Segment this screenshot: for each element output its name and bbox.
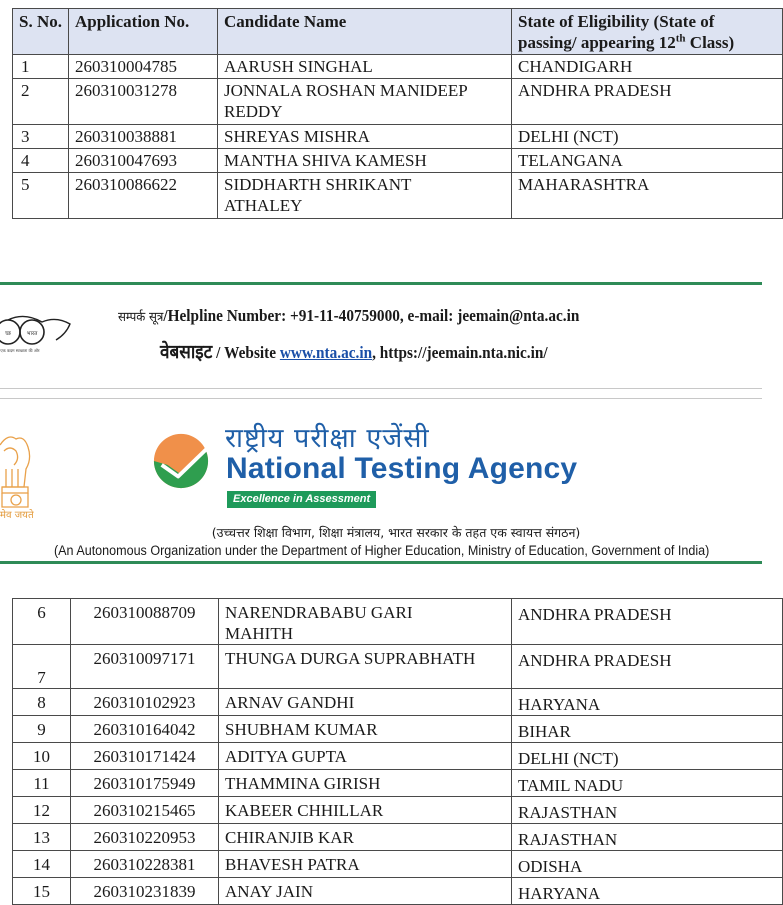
table-row [13,55,783,79]
website-link-nta[interactable]: www.nta.ac.in [279,343,373,362]
org-description-hindi: (उच्चत्तर शिक्षा विभाग, शिक्षा मंत्रालय, भारत सरकार के तहत एक स्वायत्त संगठन) [211,525,581,540]
table-row [13,797,783,824]
cell-sno: 13 [13,824,71,851]
table-row [13,599,783,645]
nta-name-english: National Testing Agency [226,452,578,485]
table-row [13,716,783,743]
cell-state: DELHI (NCT) [512,743,783,770]
swachh-bharat-glasses-icon [0,310,74,358]
results-table-top [12,8,783,219]
cell-candidate-name: SHREYAS MISHRA [218,125,512,149]
cell-application-no: 260310004785 [69,55,218,79]
cell-candidate-name: CHIRANJIB KAR [219,824,512,851]
svg-text:च्छ: च्छ [5,331,11,337]
cell-sno: 7 [13,645,71,689]
cell-state: RAJASTHAN [512,824,783,851]
table-row [13,689,783,716]
page-break-line [0,398,762,399]
header-candidate-name: Candidate Name [218,9,512,55]
cell-sno: 10 [13,743,71,770]
svg-text:एक कदम स्वच्छता की ओर: एक कदम स्वच्छता की ओर [0,348,40,353]
cell-application-no: 260310047693 [69,149,218,173]
cell-state: DELHI (NCT) [512,125,783,149]
nta-tagline: Excellence in Assessment [227,491,376,508]
cell-state: TAMIL NADU [512,770,783,797]
cell-application-no: 260310038881 [69,125,218,149]
cell-candidate-name: SHUBHAM KUMAR [219,716,512,743]
cell-state: ANDHRA PRADESH [512,599,783,645]
cell-application-no: 260310228381 [71,851,219,878]
table-row [13,770,783,797]
cell-sno: 2 [13,79,69,125]
table-row [13,645,783,689]
cell-sno: 12 [13,797,71,824]
table-row [13,878,783,905]
cell-sno: 5 [13,173,69,219]
table-row [13,851,783,878]
results-table-bottom [12,598,783,905]
table-row [13,125,783,149]
cell-candidate-name: THAMMINA GIRISH [219,770,512,797]
org-description-english: (An Autonomous Organization under the Department of Higher Education, Ministry of Education, Government of India) [54,543,710,558]
cell-application-no: 260310171424 [71,743,219,770]
cell-application-no: 260310215465 [71,797,219,824]
website-label: / Website [212,343,280,362]
cell-sno: 4 [13,149,69,173]
cell-state: BIHAR [512,716,783,743]
header-application-no: Application No. [69,9,218,55]
cell-candidate-name: KABEER CHHILLAR [219,797,512,824]
cell-application-no: 260310102923 [71,689,219,716]
website-hindi-label: वेबसाइट [160,341,213,363]
cell-sno: 14 [13,851,71,878]
page-break-line [0,388,762,389]
cell-state: ODISHA [512,851,783,878]
cell-state: HARYANA [512,878,783,905]
table-row [13,149,783,173]
cell-candidate-name: AARUSH SINGHAL [218,55,512,79]
cell-candidate-name: THUNGA DURGA SUPRABHATH [219,645,512,689]
table-row [13,743,783,770]
cell-application-no: 260310086622 [69,173,218,219]
cell-application-no: 260310088709 [71,599,219,645]
cell-state: RAJASTHAN [512,797,783,824]
cell-sno: 1 [13,55,69,79]
cell-state: TELANGANA [512,149,783,173]
nta-name-hindi: राष्ट्रीय परीक्षा एजेंसी [225,423,430,454]
header-sno: S. No. [13,9,69,55]
svg-text:भारत: भारत [26,331,38,337]
cell-sno: 8 [13,689,71,716]
cell-candidate-name: MANTHA SHIVA KAMESH [218,149,512,173]
cell-application-no: 260310031278 [69,79,218,125]
cell-candidate-name: ANAY JAIN [219,878,512,905]
cell-state: ANDHRA PRADESH [512,79,783,125]
cell-state: MAHARASHTRA [512,173,783,219]
cell-application-no: 260310164042 [71,716,219,743]
table-row [13,79,783,125]
cell-sno: 9 [13,716,71,743]
helpline-hindi-label: सम्पर्क सूत्र [118,310,164,325]
cell-state: HARYANA [512,689,783,716]
cell-candidate-name: SIDDHARTH SHRIKANT ATHALEY [218,173,512,219]
cell-sno: 6 [13,599,71,645]
cell-application-no: 260310220953 [71,824,219,851]
website-link-jeemain[interactable]: , https://jeemain.nta.nic.in/ [372,343,548,362]
helpline-text: /Helpline Number: +91-11-40759000, e-mail: jeemain@nta.ac.in [163,306,580,325]
cell-state: ANDHRA PRADESH [512,645,783,689]
cell-state: CHANDIGARH [512,55,783,79]
footer-divider [0,282,762,285]
cell-application-no: 260310097171 [71,645,219,689]
cell-application-no: 260310231839 [71,878,219,905]
header-divider [0,561,762,564]
cell-sno: 3 [13,125,69,149]
cell-candidate-name: JONNALA ROSHAN MANIDEEP REDDY [218,79,512,125]
cell-application-no: 260310175949 [71,770,219,797]
cell-candidate-name: BHAVESH PATRA [219,851,512,878]
emblem-caption: मेव जयते [0,510,34,521]
cell-sno: 11 [13,770,71,797]
table-row [13,173,783,219]
cell-sno: 15 [13,878,71,905]
website-line [160,338,548,364]
cell-candidate-name: NARENDRABABU GARI MAHITH [219,599,512,645]
nta-checkmark-logo-icon [152,432,210,490]
cell-candidate-name: ADITYA GUPTA [219,743,512,770]
cell-candidate-name: ARNAV GANDHI [219,689,512,716]
header-state-of-eligibility: State of Eligibility (State of passing/ appearing 12th Class) [512,9,783,55]
helpline-line [118,306,579,326]
table-row [13,824,783,851]
table-header-row [13,9,783,55]
